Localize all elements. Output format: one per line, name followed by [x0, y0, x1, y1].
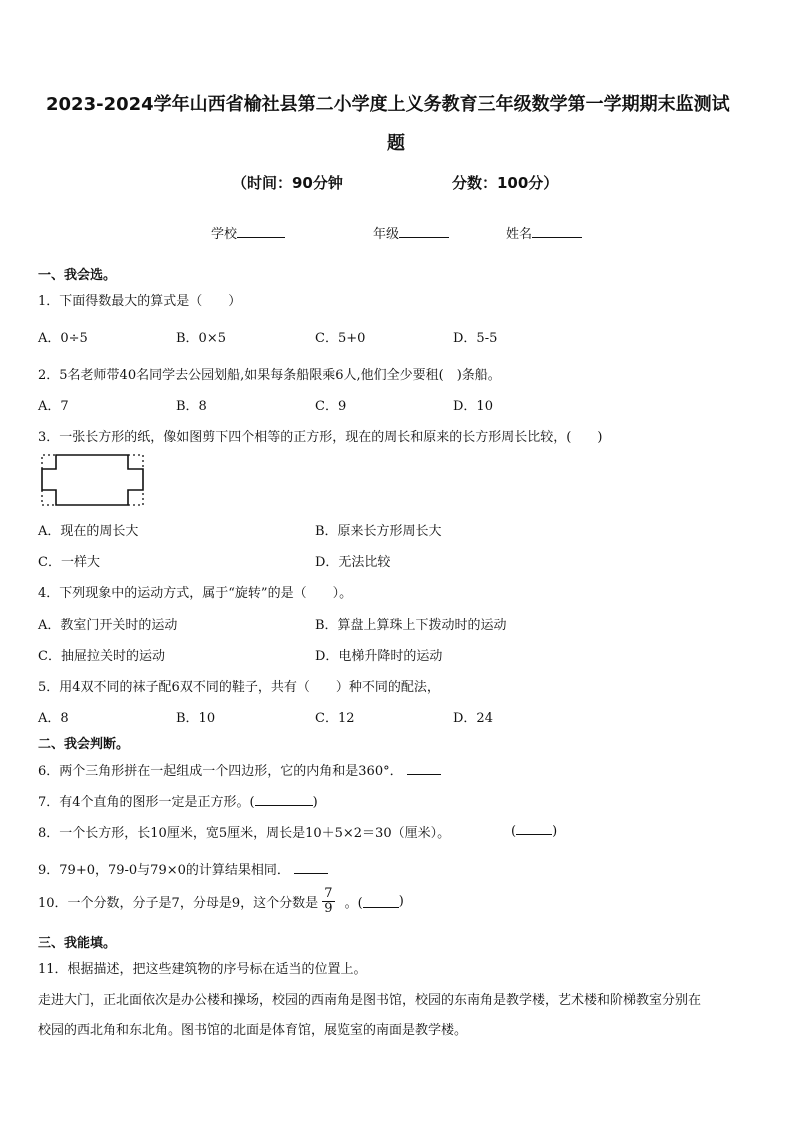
- page-title-line1: 2023-2024学年山西省榆社县第二小学度上义务教育三年级数学第一学期期末监测试: [46, 94, 730, 115]
- question-10: [38, 887, 404, 916]
- q7-close-paren: ): [312, 795, 318, 810]
- name-label: 姓名: [506, 227, 533, 242]
- q2-option-b: B．8: [176, 399, 207, 414]
- grade-label: 年级: [373, 227, 400, 242]
- q7-text: 7．有4个直角的图形一定是正方形。(: [38, 795, 255, 810]
- q10-fraction-denominator: 9: [324, 901, 333, 916]
- q4-option-d: D．电梯升降时的运动: [315, 649, 443, 664]
- question-4: 4．下列现象中的运动方式，属于“旋转”的是（ ）。: [38, 586, 353, 601]
- exam-time: （时间：90分钟: [232, 174, 343, 192]
- page-title-line2: 题: [387, 133, 405, 154]
- q1-option-c: C．5+0: [315, 331, 366, 346]
- school-blank: [237, 225, 285, 238]
- q5-option-c: C．12: [315, 711, 355, 726]
- name-blank: [532, 225, 582, 238]
- q6-answer-blank[interactable]: [407, 762, 441, 775]
- q11-description-line2: 校园的西北角和东北角。图书馆的北面是体育馆，展览室的南面是教学楼。: [38, 1023, 468, 1038]
- question-1: 1．下面得数最大的算式是（ ）: [38, 294, 242, 309]
- q3-option-a: A．现在的周长大: [38, 524, 139, 539]
- q11-description-line1: 走进大门，正北面依次是办公楼和操场，校园的西南角是图书馆，校园的东南角是教学楼，艺术楼和阶梯教室分别在: [38, 993, 702, 1008]
- section-heading-fill: 三、我能填。: [38, 936, 117, 951]
- exam-score: 分数：100分）: [452, 174, 559, 192]
- name-field: [506, 223, 582, 242]
- section-heading-choose: 一、我会选。: [38, 268, 117, 283]
- q10-suffix: 。(: [344, 896, 363, 911]
- q8-answer-area: [511, 822, 557, 839]
- q10-fraction: [322, 887, 334, 916]
- question-9: [38, 859, 328, 878]
- q4-option-a: A．教室门开关时的运动: [38, 618, 178, 633]
- q5-option-b: B．10: [176, 711, 216, 726]
- q4-option-b: B．算盘上算珠上下拨动时的运动: [315, 618, 507, 633]
- q2-option-d: D．10: [453, 399, 493, 414]
- q3-option-c: C．一样大: [38, 555, 100, 570]
- q7-answer-blank[interactable]: [255, 793, 313, 806]
- q1-option-b: B．0×5: [176, 331, 226, 346]
- question-11: 11．根据描述，把这些建筑物的序号标在适当的位置上。: [38, 962, 367, 977]
- question-7: [38, 791, 318, 810]
- q9-answer-blank[interactable]: [294, 861, 328, 874]
- q10-answer-blank[interactable]: [363, 895, 399, 908]
- q10-text: 10．一个分数，分子是7，分母是9，这个分数是: [38, 896, 319, 911]
- question-8: 8．一个长方形，长10厘米，宽5厘米，周长是10＋5×2＝30（厘米）。: [38, 826, 451, 841]
- q3-option-d: D．无法比较: [315, 555, 391, 570]
- q3-option-b: B．原来长方形周长大: [315, 524, 442, 539]
- q9-text: 9．79+0，79-0与79×0的计算结果相同．: [38, 863, 290, 878]
- q8-close-paren: ): [552, 824, 558, 839]
- q10-close-paren: ): [398, 894, 404, 909]
- question-3: 3．一张长方形的纸，像如图剪下四个相等的正方形，现在的周长和原来的长方形周长比较，( ): [38, 430, 603, 445]
- rectangle-cut-corners-figure: [40, 453, 145, 508]
- q1-option-a: A．0÷5: [38, 331, 88, 346]
- q1-option-d: D．5-5: [453, 331, 498, 346]
- section-heading-judge: 二、我会判断。: [38, 737, 130, 752]
- question-5: 5．用4双不同的袜子配6双不同的鞋子，共有（ ）种不同的配法，: [38, 680, 440, 695]
- school-label: 学校: [211, 227, 238, 242]
- q2-option-a: A．7: [38, 399, 69, 414]
- q5-option-d: D．24: [453, 711, 493, 726]
- q10-fraction-numerator: 7: [324, 886, 333, 901]
- grade-blank: [399, 225, 449, 238]
- q8-open-paren: (: [511, 824, 517, 839]
- q8-answer-blank[interactable]: [516, 822, 552, 835]
- q2-option-c: C．9: [315, 399, 347, 414]
- q5-option-a: A．8: [38, 711, 69, 726]
- school-field: [211, 223, 285, 242]
- q6-text: 6．两个三角形拼在一起组成一个四边形，它的内角和是360°．: [38, 764, 403, 779]
- question-6: [38, 760, 441, 779]
- q4-option-c: C．抽屉拉关时的运动: [38, 649, 165, 664]
- grade-field: [373, 223, 449, 242]
- question-2: 2．5名老师带40名同学去公园划船,如果每条船限乘6人,他们全少要租( )条船。: [38, 368, 501, 383]
